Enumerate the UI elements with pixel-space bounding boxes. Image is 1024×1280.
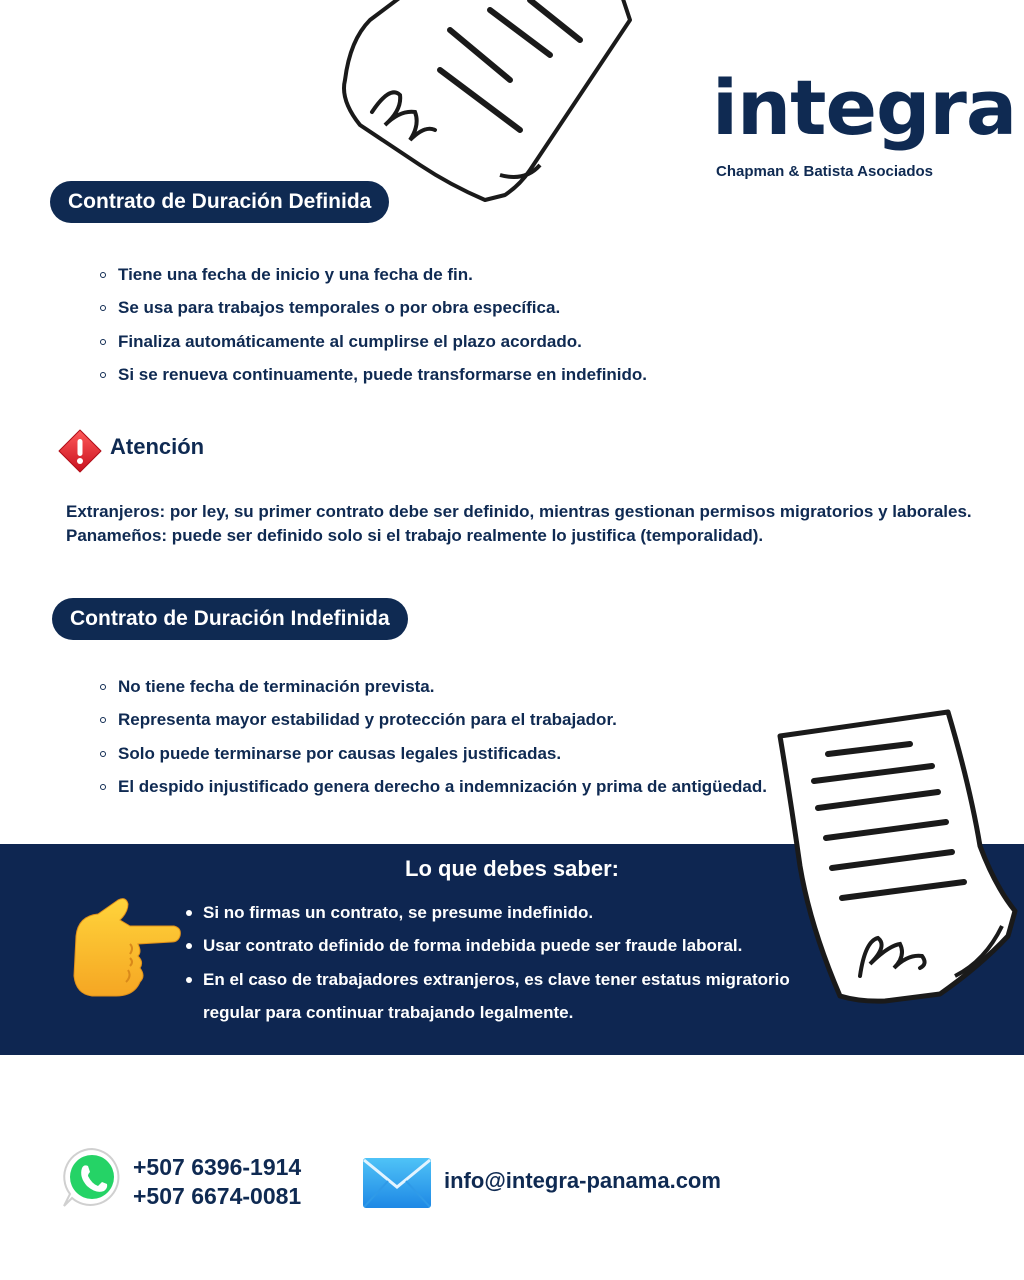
list-item: Usar contrato definido de forma indebida puede ser fraude laboral. <box>186 929 806 962</box>
section-indefinite-list <box>100 670 767 803</box>
attention-line-foreigners: Extranjeros: por ley, su primer contrato debe ser definido, mientras gestionan permisos migratorios y laborales. <box>66 502 972 521</box>
list-item: Tiene una fecha de inicio y una fecha de fin. <box>100 258 647 291</box>
list-item: En el caso de trabajadores extranjeros, es clave tener estatus migratorio regular para continuar trabajando legalmente. <box>186 963 806 1030</box>
signed-document-illustration <box>340 0 640 205</box>
phone-number[interactable]: +507 6674-0081 <box>133 1183 302 1209</box>
envelope-icon[interactable] <box>362 1157 432 1209</box>
attention-title: Atención <box>110 434 205 459</box>
brand-logo: integra <box>712 63 1017 152</box>
phone-number[interactable]: +507 6396-1914 <box>133 1154 302 1180</box>
list-item: Si se renueva continuamente, puede transformarse en indefinido. <box>100 358 647 391</box>
signed-document-illustration <box>770 706 1020 1006</box>
know-title: Lo que debes saber: <box>405 856 619 881</box>
whatsapp-icon[interactable] <box>60 1146 124 1210</box>
email-link[interactable]: info@integra-panama.com <box>444 1168 721 1193</box>
list-item: Solo puede terminarse por causas legales justificadas. <box>100 737 767 770</box>
know-list <box>186 896 806 1029</box>
list-item: No tiene fecha de terminación prevista. <box>100 670 767 703</box>
list-item: El despido injustificado genera derecho a indemnización y prima de antigüedad. <box>100 770 767 803</box>
section-defined-list <box>100 258 647 391</box>
section-defined-title: Contrato de Duración Definida <box>50 181 389 223</box>
list-item: Finaliza automáticamente al cumplirse el plazo acordado. <box>100 325 647 358</box>
list-item: Se usa para trabajos temporales o por obra específica. <box>100 291 647 324</box>
warning-diamond-icon <box>57 428 103 474</box>
attention-text <box>66 500 986 548</box>
section-indefinite-title: Contrato de Duración Indefinida <box>52 598 408 640</box>
list-item: Representa mayor estabilidad y protección para el trabajador. <box>100 703 767 736</box>
attention-line-panamanians: Panameños: puede ser definido solo si el trabajo realmente lo justifica (temporalidad). <box>66 526 764 545</box>
pointing-hand-icon <box>68 896 184 1000</box>
brand-tagline: Chapman & Batista Asociados <box>716 163 933 180</box>
list-item: Si no firmas un contrato, se presume indefinido. <box>186 896 806 929</box>
